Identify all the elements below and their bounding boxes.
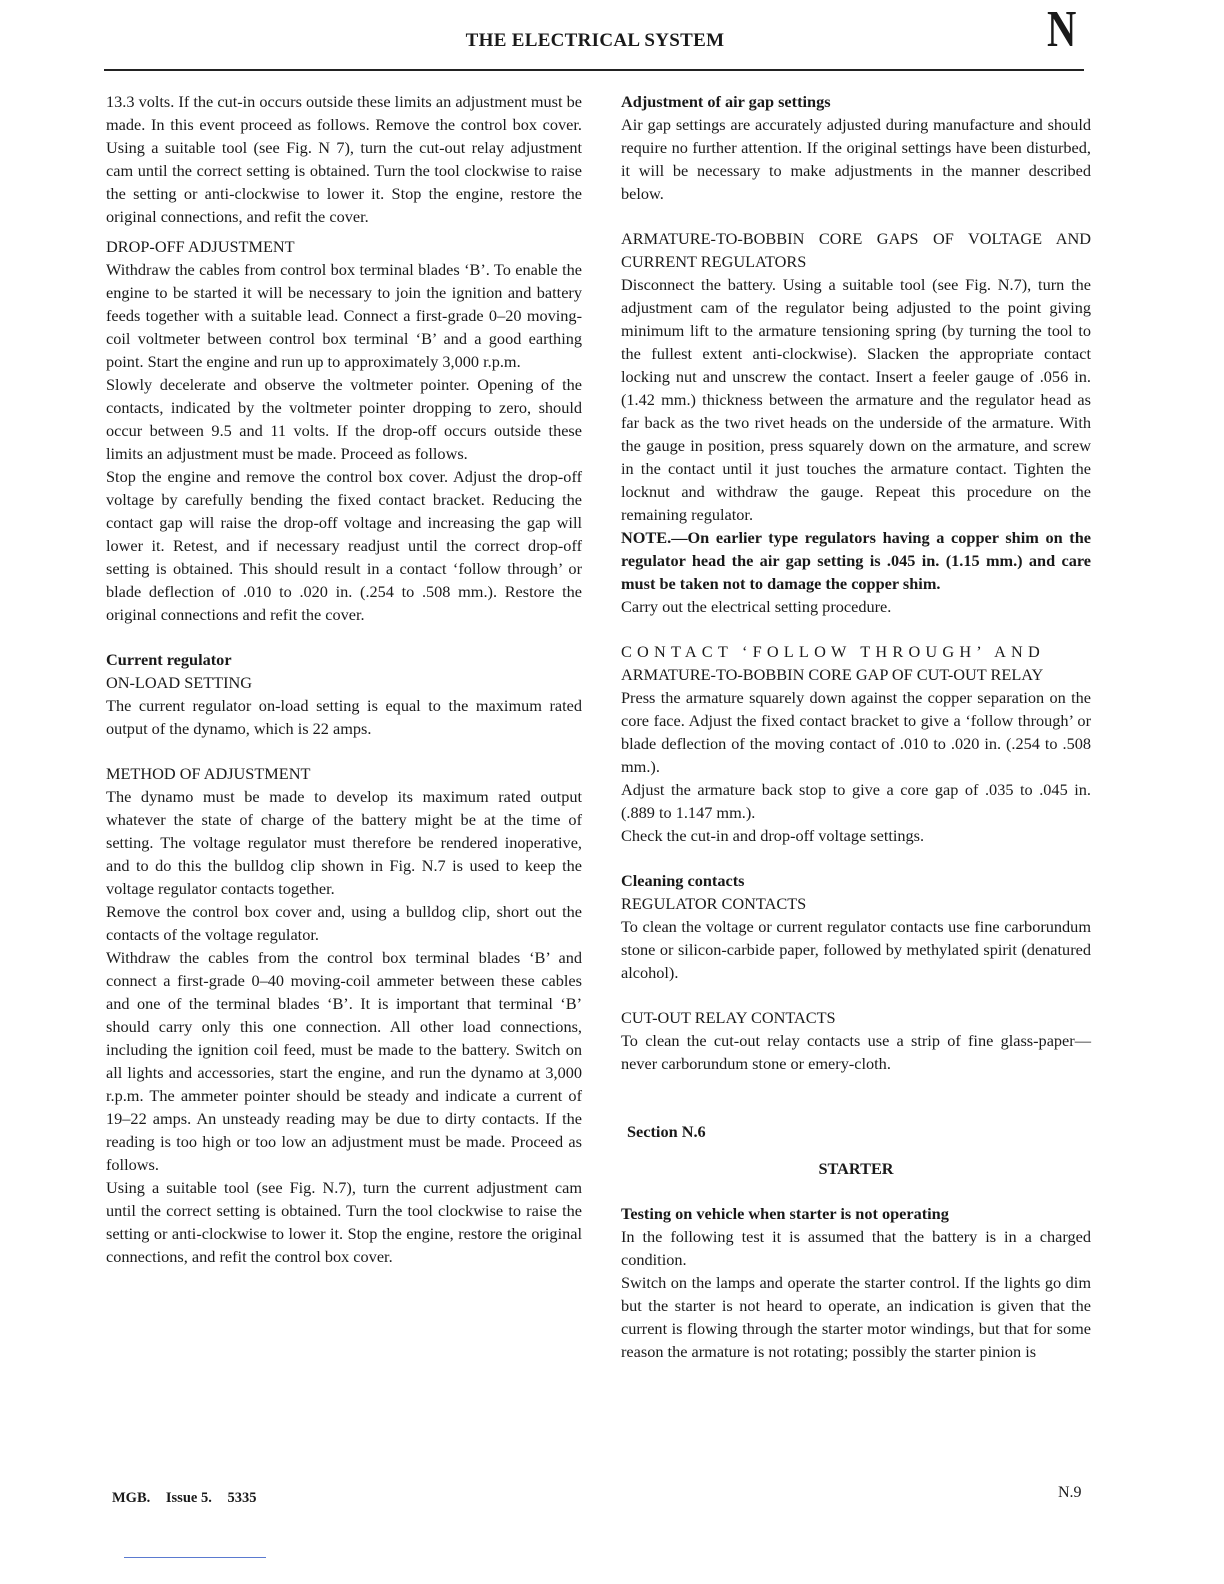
- section-id: Section N.6: [627, 1122, 706, 1141]
- paragraph-testing-2: Switch on the lamps and operate the starter control. If the lights go dim but the starter is not heard to operate, an indication is given that the current is flowing through the starter motor windings, but that for some reason the armature is not rotating; possibly the starter pinion is: [621, 1273, 1091, 1361]
- left-column: [106, 90, 582, 1268]
- heading-follow-through-1: CONTACT ‘FOLLOW THROUGH’ AND: [621, 642, 1045, 661]
- heading-current-regulator: Current regulator: [106, 650, 232, 669]
- right-column: [621, 90, 1091, 1363]
- footer-model: MGB.: [112, 1490, 151, 1506]
- heading-regulator-contacts: REGULATOR CONTACTS: [621, 894, 807, 913]
- heading-armature-bobbin: ARMATURE-TO-BOBBIN CORE GAPS OF VOLTAGE AND CURRENT REGULATORS: [621, 229, 1091, 271]
- heading-air-gap: Adjustment of air gap settings: [621, 92, 831, 111]
- paragraph-dropoff-3: Stop the engine and remove the control box cover. Adjust the drop-off voltage by carefully bending the fixed contact bracket. Reducing the contact gap will raise the drop-off voltage and increasing the gap will lower it. Retest, and if necessary readjust until the correct drop-off setting is obtained. This should result in a contact ‘follow through’ or blade deflection of .010 to .020 in. (.254 to .508 mm.). Restore the original connections and refit the cover.: [106, 467, 582, 624]
- decorative-line: [124, 1557, 266, 1558]
- paragraph-onload: The current regulator on-load setting is equal to the maximum rated output of the dynamo, which is 22 amps.: [106, 696, 582, 738]
- paragraph-method-4: Using a suitable tool (see Fig. N.7), turn the current adjustment cam until the correct setting is obtained. Turn the tool clockwise to raise the setting or anti-clockwise to lower it. Stop the engine, restore the original connections, and refit the control box cover.: [106, 1178, 582, 1266]
- section-title: STARTER: [818, 1159, 894, 1178]
- footer-issue-number: Issue 5.: [165, 1490, 212, 1506]
- page-header-title: THE ELECTRICAL SYSTEM: [465, 30, 725, 51]
- paragraph-cutout-contacts: To clean the cut-out relay contacts use a strip of fine glass-paper—never carborundum stone or emery-cloth.: [621, 1031, 1091, 1073]
- page-number: N.9: [1058, 1484, 1082, 1501]
- paragraph-method-2: Remove the control box cover and, using a bulldog clip, short out the contacts of the voltage regulator.: [106, 902, 582, 944]
- heading-cutout-contacts: CUT-OUT RELAY CONTACTS: [621, 1008, 836, 1027]
- paragraph-dropoff-2: Slowly decelerate and observe the voltmeter pointer. Opening of the contacts, indicated by the voltmeter pointer dropping to zero, should occur between 9.5 and 11 volts. If the drop-off occurs outside these limits an adjustment must be made. Proceed as follows.: [106, 375, 582, 463]
- paragraph-carry-out: Carry out the electrical setting procedure.: [621, 597, 892, 616]
- footer-code: 5335: [227, 1490, 257, 1506]
- paragraph-method-1: The dynamo must be made to develop its maximum rated output whatever the state of charge of the battery might be at the time of setting. The voltage regulator must therefore be rendered inoperative, and to do this the bulldog clip shown in Fig. N.7 is used to keep the voltage regulator contacts together.: [106, 787, 582, 898]
- paragraph-follow-3: Check the cut-in and drop-off voltage settings.: [621, 826, 925, 845]
- heading-testing: Testing on vehicle when starter is not operating: [621, 1204, 949, 1223]
- section-letter: N: [1047, 1, 1077, 58]
- heading-cleaning-contacts: Cleaning contacts: [621, 871, 745, 890]
- paragraph-method-3: Withdraw the cables from the control box terminal blades ‘B’ and connect a first-grade 0–40 moving-coil ammeter between these cables and one of the terminal blades ‘B’. It is important that terminal ‘B’ should carry only this one connection. All other load connections, including the ignition coil feed, must be made to the battery. Switch on all lights and accessories, start the engine, and run the dynamo at 3,000 r.p.m. The ammeter pointer should be steady and indicate a current of 19–22 amps. An unsteady reading may be due to dirty contacts. If the reading is too high or too low an adjustment must be made. Proceed as follows.: [106, 948, 582, 1174]
- footer-issue: [112, 1490, 268, 1507]
- paragraph-note: NOTE.—On earlier type regulators having a copper shim on the regulator head the air gap setting is .045 in. (1.15 mm.) and care must be taken not to damage the copper shim.: [621, 528, 1091, 593]
- paragraph-dropoff-1: Withdraw the cables from control box terminal blades ‘B’. To enable the engine to be started it will be necessary to join the ignition and battery feeds together with a suitable lead. Connect a first-grade 0–20 moving-coil voltmeter between control box terminal ‘B’ and a good earthing point. Start the engine and run up to approximately 3,000 r.p.m.: [106, 260, 582, 371]
- paragraph-testing-1: In the following test it is assumed that the battery is in a charged condition.: [621, 1227, 1091, 1269]
- heading-follow-through-2: ARMATURE-TO-BOBBIN CORE GAP OF CUT-OUT RELAY: [621, 665, 1044, 684]
- paragraph-armature-bobbin: Disconnect the battery. Using a suitable tool (see Fig. N.7), turn the adjustment cam of the regulator being adjusted to the point giving minimum lift to the armature tensioning spring (by turning the tool to the fullest extent anti-clockwise). Slacken the appropriate contact locking nut and unscrew the contact. Insert a feeler gauge of .056 in. (1.42 mm.) thickness between the armature and the regulator head as far back as the two rivet heads on the underside of the armature. With the gauge in position, press squarely down on the armature, and screw in the contact until it just touches the armature contact. Tighten the locknut and withdraw the gauge. Repeat this procedure on the remaining regulator.: [621, 275, 1091, 524]
- paragraph-follow-2: Adjust the armature back stop to give a core gap of .035 to .045 in. (.889 to 1.147 mm.).: [621, 780, 1091, 822]
- paragraph-regulator-contacts: To clean the voltage or current regulator contacts use fine carborundum stone or silicon-carbide paper, followed by methylated spirit (denatured alcohol).: [621, 917, 1091, 982]
- heading-dropoff-adjustment: DROP-OFF ADJUSTMENT: [106, 237, 295, 256]
- header-rule: [104, 69, 1084, 71]
- paragraph-follow-1: Press the armature squarely down against the copper separation on the core face. Adjust the fixed contact bracket to give a ‘follow through’ or blade deflection of the moving contact of .010 to .020 in. (.254 to .508 mm.).: [621, 688, 1091, 776]
- heading-method-of-adjustment: METHOD OF ADJUSTMENT: [106, 764, 311, 783]
- paragraph-cutin-continued: 13.3 volts. If the cut-in occurs outside these limits an adjustment must be made. In this event proceed as follows. Remove the control box cover. Using a suitable tool (see Fig. N 7), turn the cut-out relay adjustment cam until the correct setting is obtained. Turn the tool clockwise to raise the setting or anti-clockwise to lower it. Stop the engine, restore the original connections, and refit the cover.: [106, 92, 582, 226]
- paragraph-air-gap: Air gap settings are accurately adjusted during manufacture and should require no further attention. If the original settings have been disturbed, it will be necessary to make adjustments in the manner described below.: [621, 115, 1091, 203]
- heading-onload-setting: ON-LOAD SETTING: [106, 673, 253, 692]
